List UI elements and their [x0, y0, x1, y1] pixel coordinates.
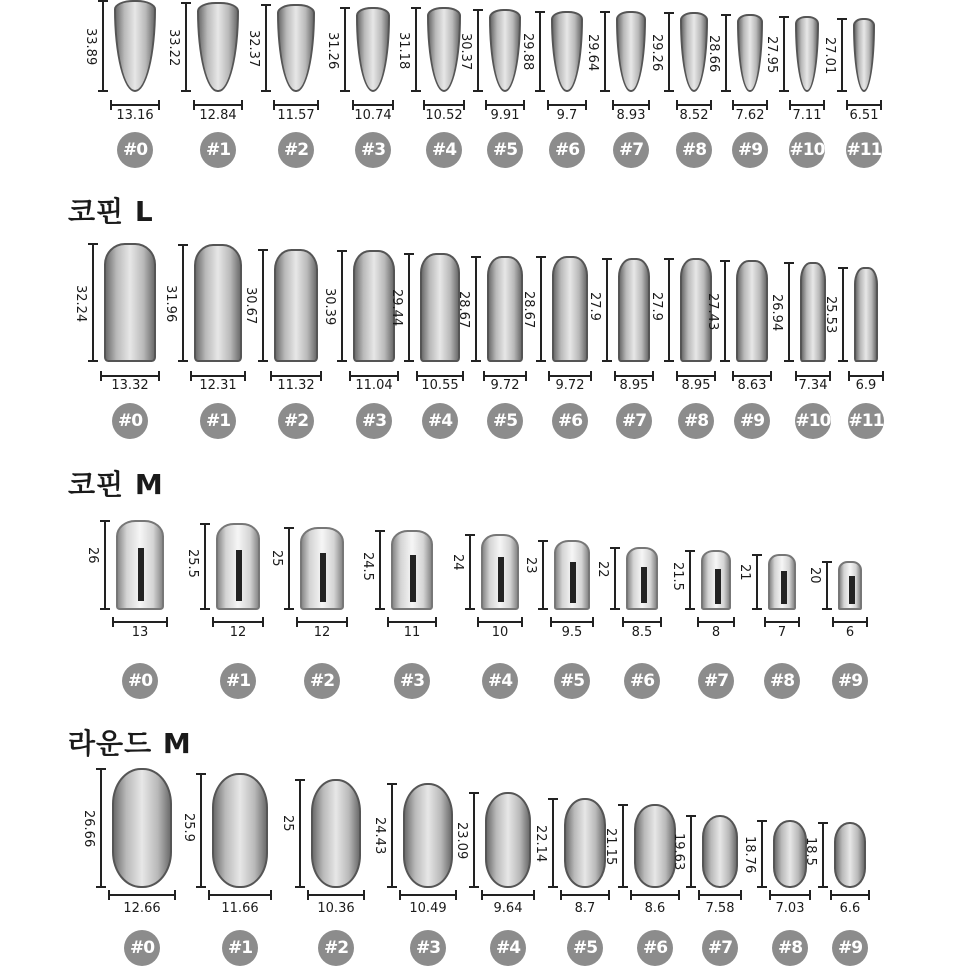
nail-tip-image — [487, 256, 523, 362]
size-badge: #0 — [112, 403, 148, 439]
length-label: 33.22 — [166, 28, 182, 67]
nail-tip-image — [551, 11, 583, 92]
width-label: 8.95 — [619, 378, 649, 393]
width-label: 13.16 — [116, 108, 154, 123]
size-badge: #4 — [426, 132, 462, 168]
length-label: 29.26 — [648, 34, 664, 72]
length-label: 25.53 — [823, 296, 838, 334]
section-title: 코핀 L — [68, 195, 154, 228]
size-badge: #8 — [772, 930, 808, 966]
nail-tip-image — [403, 783, 453, 888]
nail-tip-image — [420, 253, 460, 362]
width-label: 11.32 — [277, 378, 315, 393]
nail-tip-image — [618, 258, 651, 362]
width-label: 8.63 — [737, 378, 767, 393]
size-badge: #9 — [832, 663, 868, 699]
size-badge: #0 — [122, 663, 158, 699]
length-bar — [788, 262, 790, 362]
nail-tip-image — [356, 7, 391, 92]
length-label: 24.5 — [360, 552, 376, 582]
width-label: 10.36 — [317, 901, 355, 916]
width-bar — [352, 104, 395, 106]
width-label: 6.9 — [855, 378, 877, 393]
width-bar — [110, 104, 160, 106]
length-bar — [826, 561, 828, 611]
length-bar — [552, 798, 554, 888]
width-bar — [550, 621, 594, 623]
length-label: 27.9 — [586, 292, 602, 322]
width-label: 11.57 — [277, 108, 315, 123]
length-label: 23 — [523, 557, 538, 574]
length-label: 31.96 — [163, 284, 179, 323]
width-label: 6.51 — [849, 108, 879, 123]
length-bar — [288, 527, 290, 610]
width-bar — [698, 894, 743, 896]
length-bar — [299, 779, 301, 888]
nail-tip-image — [216, 523, 261, 610]
length-bar — [477, 9, 479, 92]
length-bar — [185, 2, 187, 92]
length-bar — [408, 253, 410, 362]
width-bar — [270, 375, 321, 377]
length-label: 25.9 — [181, 812, 197, 842]
width-label: 9.64 — [493, 901, 523, 916]
length-label: 24 — [450, 553, 466, 571]
width-label: 6 — [845, 625, 855, 640]
size-badge: #8 — [676, 132, 712, 168]
size-badge: #4 — [422, 403, 458, 439]
size-badge: #7 — [616, 403, 652, 439]
width-label: 7.58 — [705, 901, 735, 916]
width-bar — [477, 621, 523, 623]
size-badge: #7 — [613, 132, 649, 168]
length-label: 32.24 — [73, 284, 88, 322]
length-bar — [265, 4, 267, 92]
size-badge: #2 — [318, 930, 354, 966]
length-bar — [725, 14, 727, 92]
size-badge: #11 — [848, 403, 884, 439]
size-badge: #8 — [678, 403, 714, 439]
nail-tip-image — [702, 815, 739, 888]
width-label: 10.55 — [421, 378, 459, 393]
width-bar — [676, 104, 712, 106]
width-bar — [387, 621, 436, 623]
width-label: 10.49 — [409, 901, 447, 916]
length-bar — [724, 260, 726, 362]
length-label: 21.15 — [603, 828, 619, 866]
nail-tip-image — [736, 260, 768, 362]
section-title: 코핀 M — [68, 468, 164, 501]
nail-stripe — [410, 555, 416, 602]
width-label: 7.62 — [735, 108, 765, 123]
width-bar — [208, 894, 271, 896]
width-bar — [676, 375, 717, 377]
length-label: 29.44 — [389, 289, 405, 327]
width-bar — [100, 375, 160, 377]
length-label: 18.76 — [742, 836, 757, 874]
size-badge: #1 — [222, 930, 258, 966]
width-bar — [832, 621, 868, 623]
nail-tip-image — [391, 530, 432, 610]
size-badge: #3 — [410, 930, 446, 966]
nail-tip-image — [104, 243, 156, 362]
length-bar — [104, 520, 106, 610]
width-label: 9.91 — [490, 108, 520, 123]
size-badge: #5 — [487, 132, 523, 168]
size-badge: #9 — [732, 132, 768, 168]
length-label: 25 — [280, 815, 296, 833]
size-badge: #1 — [200, 132, 236, 168]
nail-stripe — [498, 557, 504, 602]
nail-tip-image — [795, 16, 819, 92]
size-badge: #1 — [220, 663, 256, 699]
width-label: 8.7 — [574, 901, 596, 916]
size-badge: #11 — [846, 132, 882, 168]
size-badge: #5 — [554, 663, 590, 699]
width-label: 10 — [491, 625, 509, 640]
width-bar — [108, 894, 176, 896]
nail-tip-image — [300, 527, 345, 610]
length-label: 30.39 — [321, 287, 337, 325]
width-bar — [423, 104, 465, 106]
width-bar — [846, 104, 882, 106]
width-bar — [560, 894, 610, 896]
nail-tip-image — [634, 804, 675, 888]
length-bar — [182, 244, 184, 362]
length-label: 23.09 — [453, 821, 469, 860]
width-bar — [795, 375, 831, 377]
length-label: 18.5 — [803, 837, 818, 866]
nail-tip-image — [212, 773, 267, 888]
size-badge: #6 — [624, 663, 660, 699]
nail-tip-image — [481, 534, 519, 611]
width-bar — [732, 375, 772, 377]
nail-tip-image — [616, 11, 645, 92]
nail-tip-image — [194, 244, 242, 362]
length-label: 33.89 — [83, 28, 98, 66]
width-label: 11 — [403, 625, 421, 640]
length-bar — [391, 783, 393, 888]
length-bar — [841, 18, 843, 92]
length-bar — [262, 249, 264, 362]
nail-tip-image — [552, 256, 588, 362]
length-label: 25.5 — [184, 548, 200, 578]
length-label: 30.67 — [243, 287, 259, 325]
width-bar — [399, 894, 457, 896]
length-label: 27.95 — [764, 35, 780, 74]
length-label: 27.43 — [705, 293, 721, 331]
length-bar — [668, 258, 670, 362]
width-bar — [548, 375, 592, 377]
length-bar — [606, 258, 608, 362]
width-bar — [481, 894, 535, 896]
size-badge: #4 — [490, 930, 526, 966]
nail-tip-image — [838, 561, 862, 611]
width-label: 7.11 — [792, 108, 822, 123]
width-label: 9.72 — [555, 378, 585, 393]
width-bar — [212, 621, 265, 623]
length-bar — [469, 534, 471, 611]
nail-stripe — [715, 569, 721, 604]
length-bar — [102, 0, 104, 92]
length-label: 28.66 — [706, 34, 722, 73]
width-label: 7.03 — [775, 901, 805, 916]
nail-tip-image — [853, 18, 875, 92]
length-label: 27.01 — [822, 37, 837, 75]
length-label: 28.67 — [520, 290, 536, 329]
size-badge: #3 — [355, 132, 391, 168]
length-label: 21.5 — [669, 562, 685, 592]
width-bar — [416, 375, 464, 377]
size-badge: #2 — [278, 132, 314, 168]
length-bar — [415, 7, 417, 92]
length-bar — [756, 554, 758, 610]
width-label: 12 — [313, 625, 331, 640]
size-badge: #0 — [124, 930, 160, 966]
width-label: 10.74 — [354, 108, 392, 123]
width-label: 12.66 — [123, 901, 161, 916]
width-bar — [789, 104, 825, 106]
width-bar — [614, 375, 655, 377]
width-bar — [307, 894, 364, 896]
nail-tip-image — [554, 540, 590, 610]
nail-tip-image — [427, 7, 461, 92]
width-bar — [830, 894, 870, 896]
nail-stripe — [641, 567, 647, 604]
length-bar — [689, 550, 691, 610]
length-label: 25 — [268, 550, 284, 567]
length-label: 31.26 — [324, 31, 340, 69]
length-label: 28.67 — [455, 290, 471, 329]
size-badge: #6 — [552, 403, 588, 439]
width-label: 12.31 — [199, 378, 237, 393]
width-bar — [190, 375, 246, 377]
length-label: 31.18 — [395, 31, 411, 69]
length-bar — [475, 256, 477, 362]
width-label: 8.93 — [616, 108, 646, 123]
size-badge: #2 — [278, 403, 314, 439]
length-bar — [100, 768, 102, 888]
width-label: 11.04 — [355, 378, 393, 393]
width-bar — [764, 621, 800, 623]
nail-tip-image — [701, 550, 732, 610]
length-bar — [379, 530, 381, 610]
length-label: 29.88 — [520, 33, 536, 71]
size-badge: #7 — [698, 663, 734, 699]
width-bar — [622, 621, 663, 623]
length-label: 27.9 — [648, 292, 664, 322]
nail-tip-image — [768, 554, 795, 610]
size-badge: #1 — [200, 403, 236, 439]
length-bar — [783, 16, 785, 92]
size-badge: #7 — [702, 930, 738, 966]
size-badge: #5 — [487, 403, 523, 439]
nail-tip-image — [564, 798, 606, 888]
width-label: 8.95 — [681, 378, 711, 393]
length-label: 29.64 — [585, 33, 601, 71]
length-label: 26.94 — [769, 293, 785, 332]
length-label: 22.14 — [533, 824, 549, 863]
length-label: 24.43 — [372, 817, 387, 855]
nail-stripe — [320, 553, 326, 602]
width-label: 12 — [229, 625, 247, 640]
length-label: 26 — [85, 547, 100, 564]
length-label: 30.37 — [457, 32, 473, 70]
width-bar — [193, 104, 242, 106]
width-label: 8.5 — [631, 625, 653, 640]
width-bar — [349, 375, 399, 377]
width-bar — [612, 104, 649, 106]
length-bar — [204, 523, 206, 610]
length-bar — [761, 820, 763, 888]
width-bar — [483, 375, 527, 377]
length-bar — [622, 804, 624, 888]
section-title: 라운드 M — [68, 727, 192, 760]
length-bar — [341, 250, 343, 362]
size-badge: #2 — [304, 663, 340, 699]
nail-tip-image — [485, 792, 531, 888]
width-label: 9.7 — [556, 108, 578, 123]
length-bar — [842, 267, 844, 362]
width-bar — [547, 104, 587, 106]
nail-stripe — [781, 571, 787, 603]
length-bar — [473, 792, 475, 888]
length-label: 32.37 — [246, 30, 262, 68]
length-label: 20 — [807, 567, 822, 584]
nail-tip-image — [737, 14, 762, 92]
length-label: 26.66 — [81, 810, 96, 848]
nail-tip-image — [834, 822, 866, 888]
width-bar — [630, 894, 679, 896]
size-badge: #4 — [482, 663, 518, 699]
length-bar — [92, 243, 94, 362]
width-label: 8.52 — [679, 108, 709, 123]
size-badge: #0 — [117, 132, 153, 168]
nail-tip-image — [197, 2, 238, 92]
length-bar — [668, 12, 670, 92]
size-badge: #3 — [394, 663, 430, 699]
length-bar — [604, 11, 606, 92]
length-label: 19.63 — [670, 833, 686, 871]
length-label: 22 — [594, 560, 610, 578]
width-bar — [296, 621, 349, 623]
width-label: 7 — [777, 625, 787, 640]
width-label: 6.6 — [839, 901, 861, 916]
nail-tip-image — [854, 267, 878, 362]
size-badge: #9 — [734, 403, 770, 439]
nail-tip-image — [114, 0, 156, 92]
width-bar — [485, 104, 525, 106]
nail-stripe — [849, 576, 855, 604]
size-badge: #6 — [549, 132, 585, 168]
width-bar — [732, 104, 768, 106]
nail-stripe — [236, 550, 242, 601]
nail-tip-image — [277, 4, 314, 92]
width-bar — [112, 621, 168, 623]
length-bar — [540, 256, 542, 362]
length-bar — [822, 822, 824, 888]
size-badge: #9 — [832, 930, 868, 966]
length-bar — [542, 540, 544, 610]
length-label: 21 — [737, 563, 753, 581]
width-label: 7.34 — [798, 378, 828, 393]
size-badge: #3 — [356, 403, 392, 439]
width-label: 8 — [711, 625, 721, 640]
nail-tip-image — [112, 768, 172, 888]
width-label: 13.32 — [111, 378, 149, 393]
width-label: 11.66 — [221, 901, 259, 916]
length-bar — [200, 773, 202, 888]
width-label: 9.5 — [561, 625, 583, 640]
nail-tip-image — [489, 9, 521, 92]
width-bar — [273, 104, 318, 106]
nail-tip-image — [311, 779, 360, 888]
size-badge: #8 — [764, 663, 800, 699]
nail-tip-image — [626, 547, 659, 610]
width-label: 8.6 — [644, 901, 666, 916]
length-bar — [344, 7, 346, 92]
width-bar — [769, 894, 811, 896]
width-label: 9.72 — [490, 378, 520, 393]
width-bar — [848, 375, 884, 377]
nail-tip-image — [680, 12, 708, 92]
size-badge: #6 — [637, 930, 673, 966]
length-bar — [539, 11, 541, 92]
length-bar — [690, 815, 692, 888]
width-label: 12.84 — [199, 108, 237, 123]
size-badge: #10 — [789, 132, 825, 168]
width-label: 13 — [131, 625, 149, 640]
nail-stripe — [570, 562, 576, 603]
nail-tip-image — [274, 249, 317, 362]
length-bar — [614, 547, 616, 610]
width-label: 10.52 — [425, 108, 463, 123]
size-badge: #10 — [795, 403, 831, 439]
size-badge: #5 — [567, 930, 603, 966]
nail-tip-image — [116, 520, 164, 610]
width-bar — [697, 621, 736, 623]
nail-stripe — [138, 548, 144, 601]
nail-tip-image — [773, 820, 807, 888]
